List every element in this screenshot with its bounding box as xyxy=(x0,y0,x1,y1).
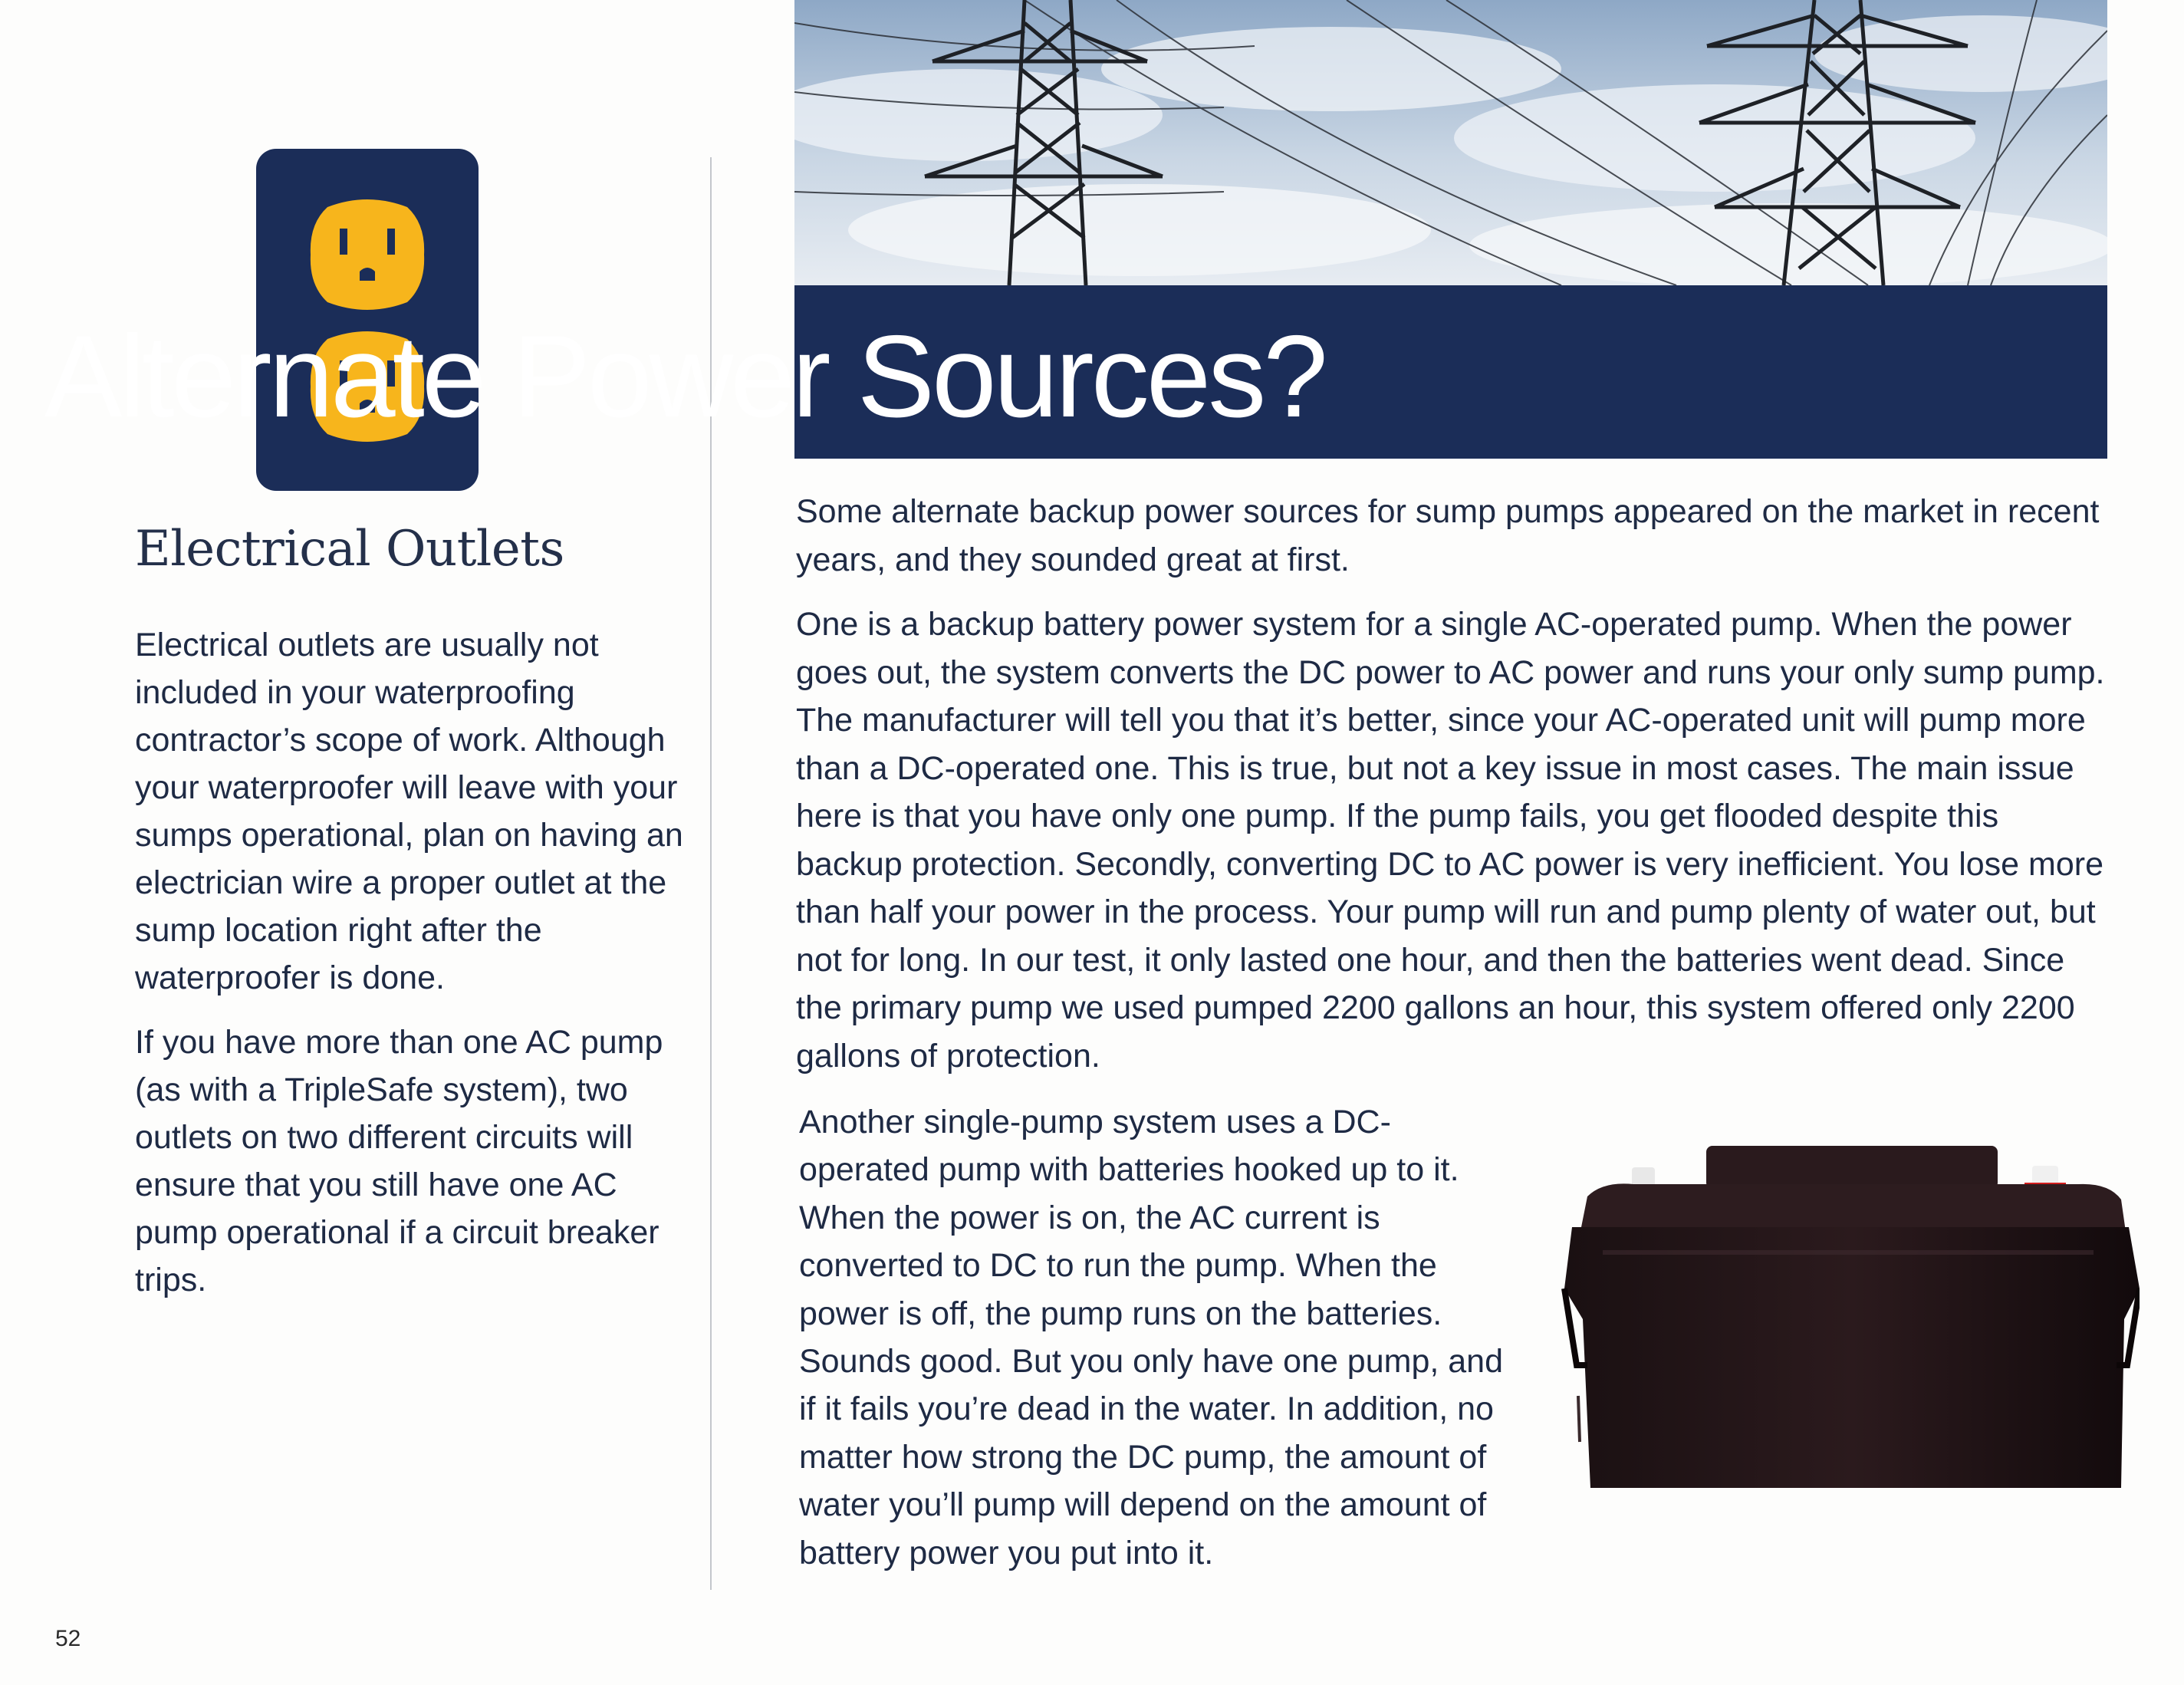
main-narrow-column xyxy=(799,1098,1520,1577)
page-number: 52 xyxy=(55,1626,81,1651)
main-paragraph: Some alternate backup power sources for sump pumps appeared on the market in recent years, and they sounded great at first. xyxy=(796,493,2100,578)
sidebar-title: Electrical Outlets xyxy=(135,521,564,578)
sidebar-paragraph: Electrical outlets are usually not included in your waterproofing contractor’s scope of work. Although your waterproofer will leave with your sumps operational, plan on having an electrician wire a proper outlet at the sump location right after the waterproofer is done. xyxy=(135,627,683,996)
power-lines-photo xyxy=(794,0,2107,285)
sidebar-paragraph: If you have more than one AC pump (as with a TripleSafe system), two outlets on two different circuits will ensure that you still have one AC pump operational if a circuit breaker trips. xyxy=(135,1024,663,1298)
main-paragraph: Another single-pump system uses a DC-operated pump with batteries hooked up to it. When the power is on, the AC current is converted to DC to run the pump. When the power is off, the pump runs on the batteries. Sounds good. But you only have one pump, and if it fails you’re dead in the water. In addition, no matter how strong the DC pump, the amount of water you’ll pump will depend on the amount of battery power you put into it. xyxy=(799,1104,1504,1571)
page-title: Alternate Power Sources? xyxy=(44,311,1325,442)
main-paragraph: One is a backup battery power system for a single AC-operated pump. When the power goes out, the system converts the DC power to AC power and runs your only sump pump. The manufacturer will tell you that it’s better, since your AC-operated unit will pump more than a DC-operated one. This is true, but not a key issue in most cases. The main issue here is that you have only one pump. If the pump fails, you get flooded despite this backup protection. Secondly, converting DC to AC power is very inefficient. You lose more than half your power in the process. Your pump will run and pump plenty of water out, but not for long. In our test, it only lasted one hour, and then the batteries went dead. Since the primary pump we used pumped 2200 gallons an hour, this system offered only 2200 gallons of protection. xyxy=(796,606,2105,1075)
battery-photo xyxy=(1557,1135,2140,1496)
sidebar-body xyxy=(135,621,687,1321)
main-body xyxy=(796,488,2112,1097)
